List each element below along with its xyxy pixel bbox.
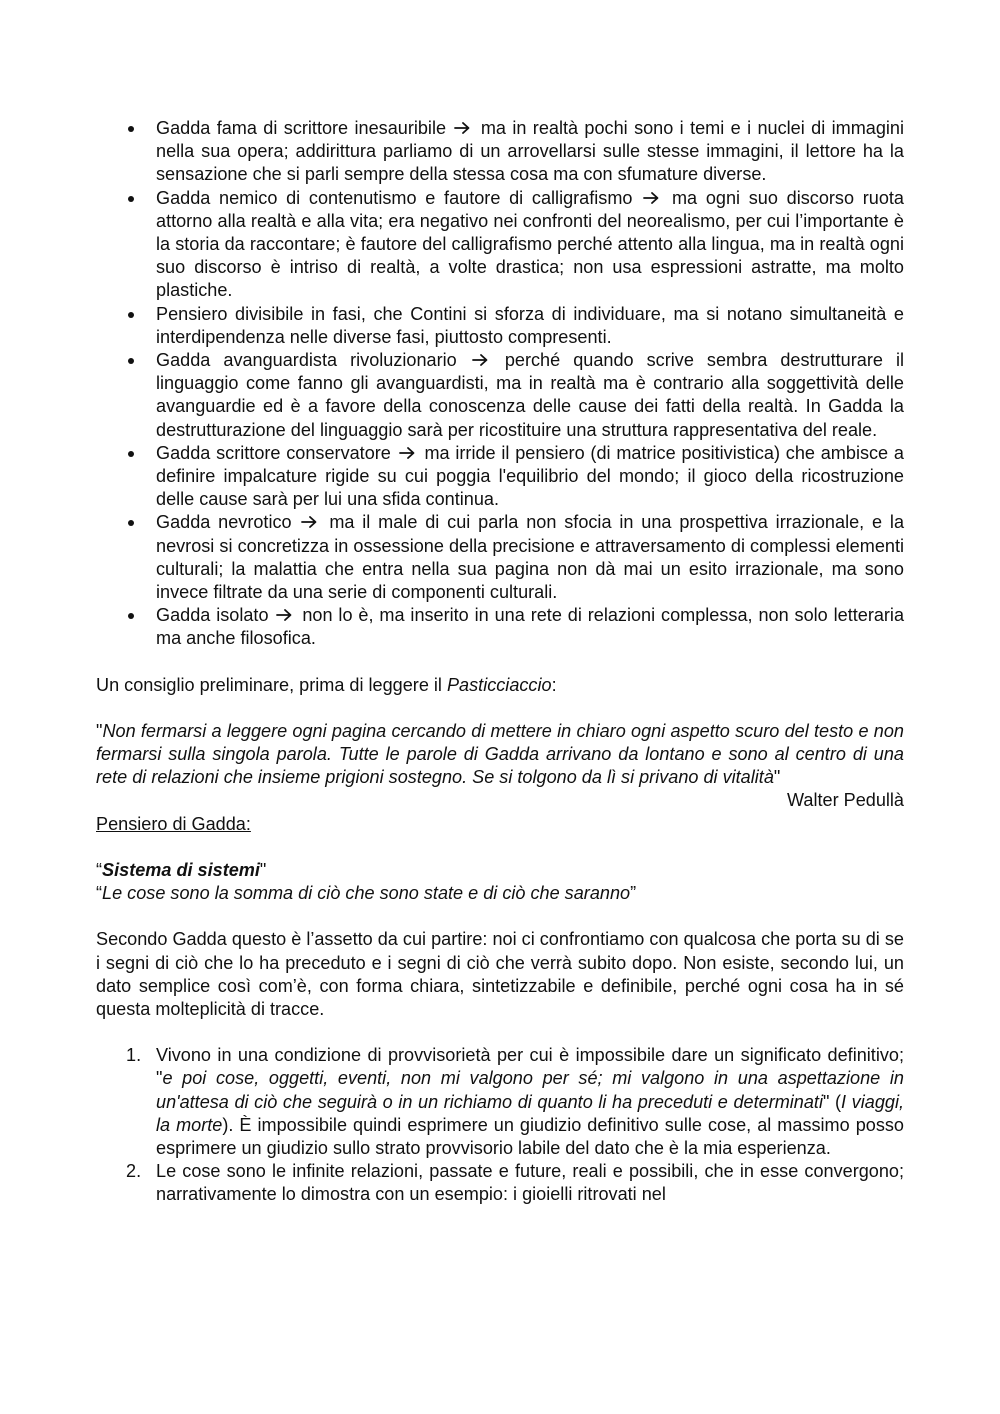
bullet-text: Gadda isolato bbox=[156, 605, 269, 626]
numbered-list bbox=[96, 1044, 904, 1206]
numbered-item bbox=[96, 1160, 904, 1206]
motto-open: “ bbox=[96, 859, 103, 880]
bullet-item bbox=[96, 303, 904, 349]
motto-close: ” bbox=[630, 883, 637, 904]
bullet-text: Gadda nemico di contenutismo e fautore di calligrafismo bbox=[156, 187, 633, 208]
document-page bbox=[96, 117, 904, 1207]
bullet-dot bbox=[128, 126, 134, 132]
motto-text: Le cose sono la somma di ciò che sono state e di ciò che saranno bbox=[102, 883, 631, 904]
bullet-text: Gadda fama di scrittore inesauribile bbox=[156, 118, 447, 138]
bullet-dot bbox=[128, 358, 134, 364]
motto-text: Sistema di sistemi bbox=[102, 859, 260, 880]
bullet-dot bbox=[128, 451, 134, 457]
right-arrow-icon bbox=[399, 446, 416, 460]
item-number: 2. bbox=[126, 1161, 142, 1182]
bullet-text: Gadda scrittore conservatore bbox=[156, 442, 391, 463]
motto-close: " bbox=[259, 859, 267, 880]
bullet-dot bbox=[128, 520, 134, 526]
bullet-item bbox=[96, 187, 904, 303]
bullet-text: Gadda avanguardista rivoluzionario bbox=[156, 350, 457, 371]
bullet-text: ma in realtà pochi sono i temi e i nuclei di immagini nella sua opera; addirittura parliamo di un arrovellarsi sulle stesse immagini, il lettore ha la sensazione che si parli sempre della stessa cosa ma con sfumature diverse. bbox=[156, 118, 904, 185]
right-arrow-icon bbox=[472, 353, 489, 367]
consiglio-text: Un consiglio preliminare, prima di leggere il bbox=[96, 674, 447, 695]
bullet-item bbox=[96, 117, 904, 187]
bullet-item bbox=[96, 442, 904, 512]
bullet-text: ma il male di cui parla non sfocia in una prospettiva irrazionale, e la nevrosi si concretizza in ossessione della precisione e attraversamento di complessi elementi culturali; la malattia che entra nella sua pagina non dà mai un esito irrazionale, ma sono invece filtrate da una serie di componenti culturali. bbox=[156, 512, 905, 603]
item-source-title: I viaggi, la morte bbox=[156, 1091, 904, 1135]
item-text: Le cose sono le infinite relazioni, passate e future, reali e possibili, che in esse convergono; narrativamente lo dimostra con un esempio: i gioielli ritrovati nel bbox=[156, 1161, 904, 1205]
book-title: Pasticciaccio bbox=[446, 674, 552, 695]
item-text: Vivono in una condizione di provvisorietà per cui è impossibile dare un significato definitivo; " bbox=[156, 1045, 904, 1089]
consiglio-colon: : bbox=[551, 674, 557, 695]
bullet-item bbox=[96, 511, 904, 604]
item-text: " ( bbox=[822, 1091, 842, 1112]
section-heading: Pensiero di Gadda: bbox=[96, 813, 251, 834]
bullet-item bbox=[96, 604, 904, 650]
bullet-text: Gadda nevrotico bbox=[156, 512, 292, 533]
bullet-text: perché quando scrive sembra destrutturare il linguaggio come fanno gli avanguardisti, ma in realtà ma è contrario alla soggettività delle avanguardie ed è a favore della conoscenza delle cause dei fatti della realtà. In Gadda la destrutturazione del linguaggio sarà per ricostituire una struttura rappresentativa del reale. bbox=[156, 350, 904, 440]
numbered-item bbox=[96, 1044, 904, 1160]
motto-open: “ bbox=[96, 883, 103, 904]
consiglio-line bbox=[96, 674, 904, 697]
item-number: 1. bbox=[126, 1045, 142, 1066]
bullet-list bbox=[96, 117, 904, 651]
quote-author: Walter Pedullà bbox=[787, 790, 904, 811]
bullet-dot bbox=[128, 196, 134, 202]
right-arrow-icon bbox=[643, 191, 660, 205]
bullet-dot bbox=[128, 613, 134, 619]
quote-paragraph bbox=[96, 720, 904, 790]
item-text: ). È impossibile quindi esprimere un giudizio definitivo sulle cose, al massimo posso esprimere un giudizio sullo strato provvisorio labile del dato che è la mia esperienza. bbox=[156, 1114, 904, 1158]
bullet-text: Pensiero divisibile in fasi, che Contini si sforza di individuare, ma si notano simultaneità e interdipendenza nelle diverse fasi, piuttosto compresenti. bbox=[156, 303, 904, 347]
quote-text: Non fermarsi a leggere ogni pagina cercando di mettere in chiaro ogni aspetto scuro del testo e non fermarsi sulla singola parola. Tutte le parole di Gadda arrivano da lontano e sono al centro di una rete di relazioni che insieme prigioni sostegno. Se si tolgono da lì si privano di vitalità bbox=[96, 720, 904, 788]
right-arrow-icon bbox=[301, 515, 318, 529]
right-arrow-icon bbox=[454, 121, 471, 135]
bullet-text: ma irride il pensiero (di matrice positivistica) che ambisce a definire impalcature rigide su cui poggia l'equilibrio del mondo; il gioco della ricostruzione delle cause sarà per lui una sfida continua. bbox=[156, 442, 904, 510]
body-paragraph: Secondo Gadda questo è l’assetto da cui partire: noi ci confrontiamo con qualcosa che porta su di se i segni di ciò che lo ha preceduto e i segni di ciò che verrà subito dopo. Non esiste, secondo lui, un dato semplice così com’è, con forma chiara, sintetizzabile e definibile, perché ogni cosa ha in sé questa molteplicità di tracce. bbox=[96, 929, 904, 1019]
quote-close: " bbox=[773, 767, 781, 788]
bullet-text: ma ogni suo discorso ruota attorno alla realtà e alla vita; era negativo nei confronti del neorealismo, per cui l’importante è la storia da raccontare; è fautore del calligrafismo perché attento alla lingua, ma in realtà ogni suo discorso è intriso di realtà, a volte drastica; non usa espressioni astratte, ma molto plastiche. bbox=[156, 187, 904, 301]
motto-line bbox=[96, 859, 904, 882]
right-arrow-icon bbox=[276, 608, 293, 622]
motto-line bbox=[96, 882, 904, 905]
item-quote: e poi cose, oggetti, eventi, non mi valgono per sé; mi valgono in una aspettazione in un'attesa di ciò che seguirà o in un richiamo di quanto li ha preceduti e determinati bbox=[156, 1068, 904, 1112]
quote-open: " bbox=[96, 720, 103, 741]
bullet-text: non lo è, ma inserito in una rete di relazioni complessa, non solo letteraria ma anche filosofica. bbox=[156, 605, 905, 649]
bullet-dot bbox=[128, 312, 134, 318]
bullet-item bbox=[96, 349, 904, 442]
